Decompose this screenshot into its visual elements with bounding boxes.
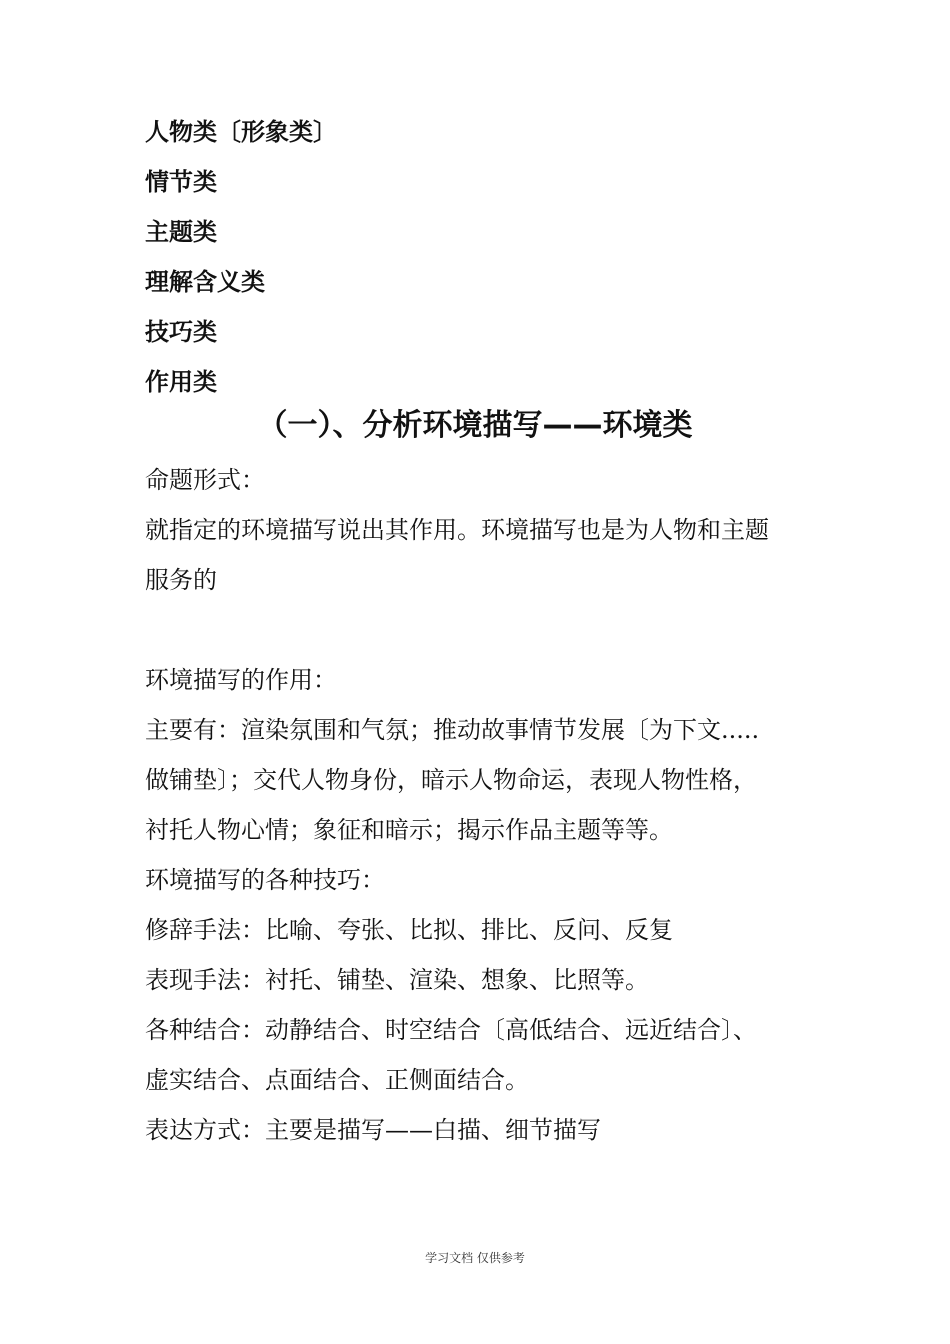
category-meaning: 理解含义类: [145, 268, 265, 296]
category-technique: 技巧类: [145, 318, 217, 346]
section-title: （一）、分析环境描写——环境类: [257, 408, 693, 443]
paragraph-line: 表达方式：主要是描写——白描、细节描写: [145, 1116, 601, 1144]
paragraph-line: 表现手法：衬托、铺垫、渲染、想象、比照等。: [145, 966, 649, 994]
paragraph-line: 各种结合：动静结合、时空结合〔高低结合、远近结合〕、: [145, 1016, 757, 1044]
paragraph-line: 修辞手法：比喻、夸张、比拟、排比、反问、反复: [145, 916, 673, 944]
paragraph-line: 衬托人物心情；象征和暗示；揭示作品主题等等。: [145, 816, 673, 844]
category-plot: 情节类: [145, 168, 217, 196]
paragraph-line: 做铺垫〕；交代人物身份，暗示人物命运，表现人物性格，: [145, 766, 757, 794]
paragraph-line: 就指定的环境描写说出其作用。环境描写也是为人物和主题: [145, 516, 769, 544]
question-form-heading: 命题形式：: [145, 466, 265, 494]
paragraph-line: 服务的: [145, 566, 217, 594]
function-heading: 环境描写的作用：: [145, 666, 337, 694]
category-people: 人物类〔形象类〕: [145, 118, 337, 146]
paragraph-line: 主要有：渲染氛围和气氛；推动故事情节发展〔为下文.....: [145, 716, 760, 744]
paragraph-line: 虚实结合、点面结合、正侧面结合。: [145, 1066, 529, 1094]
page-footer: 学习文档 仅供参考: [425, 1251, 525, 1265]
techniques-heading: 环境描写的各种技巧：: [145, 866, 385, 894]
category-function: 作用类: [145, 368, 217, 396]
category-theme: 主题类: [145, 218, 217, 246]
